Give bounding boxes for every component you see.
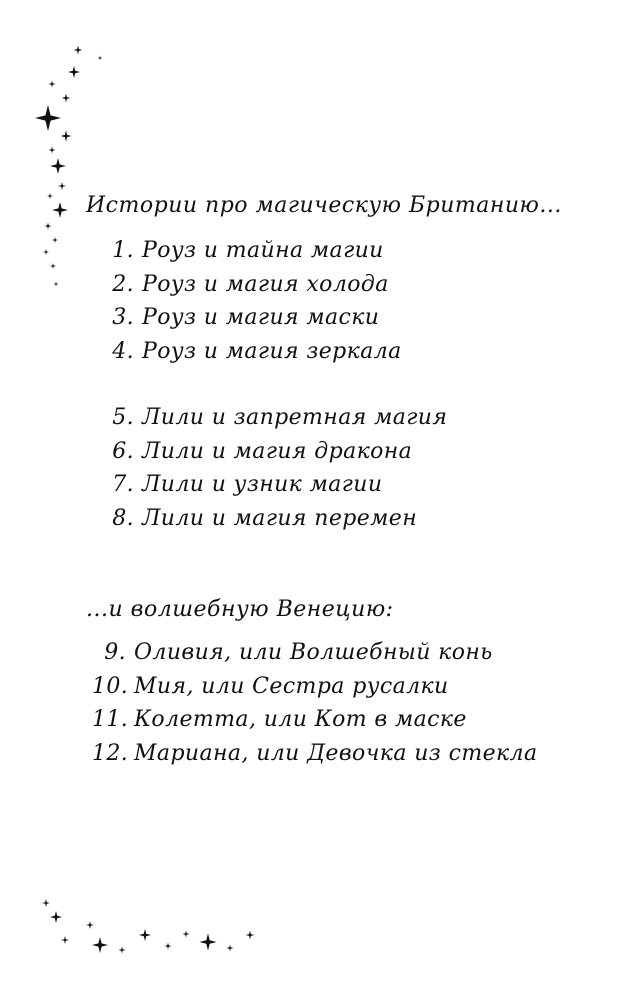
item-number: 5. xyxy=(112,405,134,430)
heading-britain: Истории про магическую Британию... xyxy=(86,193,562,218)
item-number: 7. xyxy=(112,472,134,497)
item-title: Мия, или Сестра русалки xyxy=(134,673,449,699)
item-number: 1. xyxy=(112,238,134,263)
item-title: Лили и магия дракона xyxy=(142,438,413,464)
item-title: Колетта, или Кот в маске xyxy=(134,707,467,732)
heading-venice: ...и волшебную Венецию: xyxy=(86,597,394,622)
list-item xyxy=(100,435,447,469)
list-item xyxy=(100,301,402,335)
item-number: 9. xyxy=(104,640,126,665)
item-number: 4. xyxy=(112,338,134,364)
item-number: 6. xyxy=(112,438,134,464)
item-number: 3. xyxy=(112,305,134,330)
item-title: Роуз и магия маски xyxy=(142,305,380,330)
item-title: Лили и узник магии xyxy=(142,472,383,497)
item-title: Оливия, или Волшебный конь xyxy=(134,640,493,665)
list-item xyxy=(100,268,402,302)
item-title: Роуз и магия холода xyxy=(142,271,389,297)
item-number: 2. xyxy=(112,271,134,297)
item-title: Лили и магия перемен xyxy=(142,505,418,531)
list-item xyxy=(100,468,447,502)
item-number: 12. xyxy=(92,740,129,766)
item-number: 8. xyxy=(112,505,134,531)
list-item xyxy=(100,502,447,536)
item-title: Роуз и магия зеркала xyxy=(142,338,402,364)
item-title: Лили и запретная магия xyxy=(142,405,448,430)
item-title: Мариана, или Девочка из стекла xyxy=(134,740,538,766)
list-item xyxy=(100,234,402,268)
book-list-rose xyxy=(100,234,402,368)
list-item xyxy=(92,670,537,704)
book-list-lily xyxy=(100,401,447,535)
item-number: 10. xyxy=(92,673,129,699)
list-item xyxy=(92,703,537,737)
item-title: Роуз и тайна магии xyxy=(142,238,384,263)
item-number: 11. xyxy=(92,707,129,732)
list-item xyxy=(92,636,537,670)
list-item xyxy=(100,401,447,435)
list-item xyxy=(92,737,537,771)
list-item xyxy=(100,335,402,369)
book-list-venice xyxy=(92,636,537,770)
